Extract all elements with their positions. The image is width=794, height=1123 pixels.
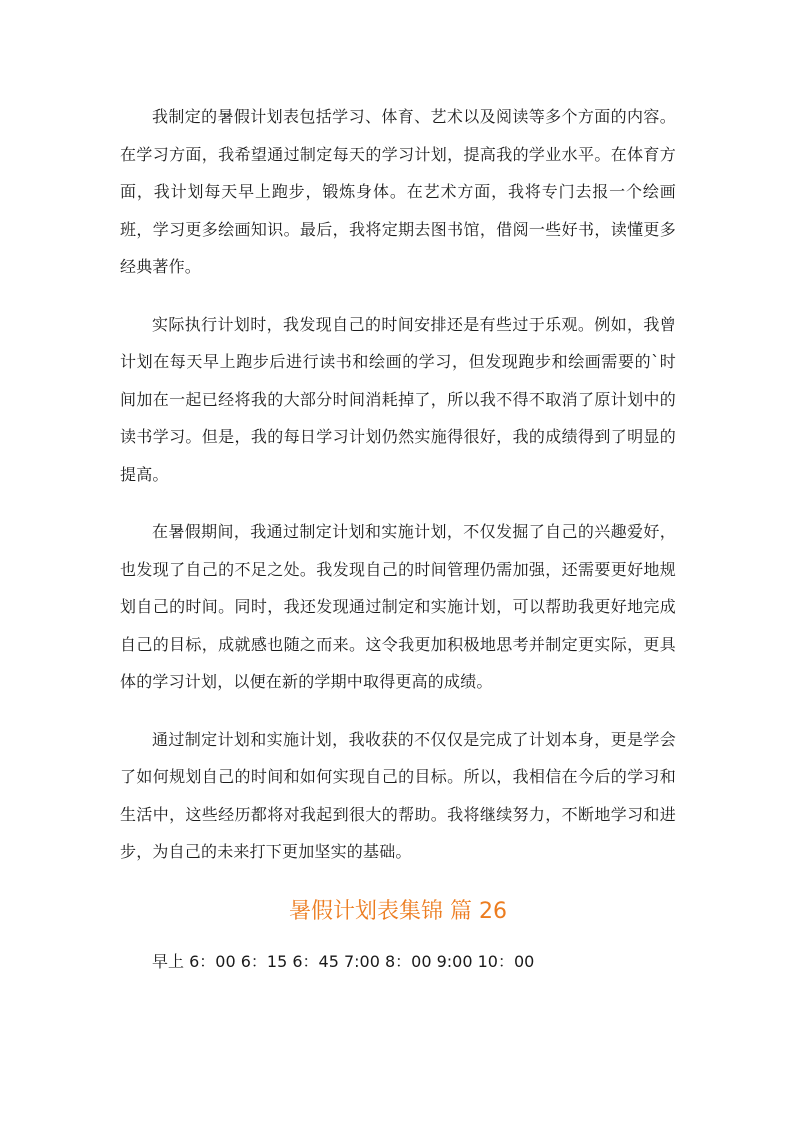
schedule-line: 早上 6：00 6：15 6：45 7:00 8：00 9:00 10：00	[152, 951, 535, 971]
paragraph-4: 通过制定计划和实施计划，我收获的不仅仅是完成了计划本身，更是学会了如何规划自己的时间和如何实现自己的目标。所以，我相信在今后的学习和生活中，这些经历都将对我起到很大的帮助。我将继续努力，不断地学习和进步，为自己的未来打下更加坚实的基础。	[120, 729, 676, 861]
paragraph-1: 我制定的暑假计划表包括学习、体育、艺术以及阅读等多个方面的内容。在学习方面，我希望通过制定每天的学习计划，提高我的学业水平。在体育方面，我计划每天早上跑步，锻炼身体。在艺术方面，我将专门去报一个绘画班，学习更多绘画知识。最后，我将定期去图书馆，借阅一些好书，读懂更多经典著作。	[120, 107, 676, 276]
paragraph-2: 实际执行计划时，我发现自己的时间安排还是有些过于乐观。例如，我曾计划在每天早上跑步后进行读书和绘画的学习，但发现跑步和绘画需要的`时间加在一起已经将我的大部分时间消耗掉了，所以我不得不取消了原计划中的读书学习。但是，我的每日学习计划仍然实施得很好，我的成绩得到了明显的提高。	[120, 314, 676, 484]
section-title: 暑假计划表集锦 篇 26	[289, 898, 507, 924]
document-page	[120, 98, 676, 980]
paragraph-3: 在暑假期间，我通过制定计划和实施计划，不仅发掘了自己的兴趣爱好，也发现了自己的不足之处。我发现自己的时间管理仍需加强，还需要更好地规划自己的时间。同时，我还发现通过制定和实施计划，可以帮助我更好地完成自己的目标，成就感也随之而来。这令我更加积极地思考并制定更实际，更具体的学习计划，以便在新的学期中取得更高的成绩。	[120, 522, 676, 691]
